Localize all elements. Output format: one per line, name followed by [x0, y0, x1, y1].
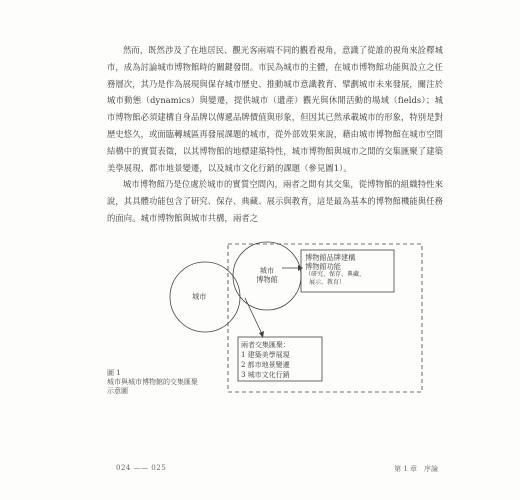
caption-line: 圖 1 — [107, 369, 121, 377]
intersect-box-text — [241, 340, 321, 380]
page-numbers: 024 —— 025 — [116, 464, 167, 472]
intersect-item: 1 建築美學展現 — [241, 351, 290, 359]
paragraph: 然而，既然涉及了在地居民、觀光客兩端不同的觀看視角，意識了從誰的視角來詮釋城市，成為討論城市博物館時的關鍵發問。市民為城市的主體，在城市博物館功能與設立之任務層次，其乃是作為展現與保存城市歷史、推動城市意識教育、擘劃城市未來發展，關注於城市動態（dynamics）與變遷，提供城市（遺產）觀光與休閒活動的場域（fields）；城市博物館必須建構自身品牌以傳遞品牌價值與形象，但因其已然承載城市的形象，特別是對歷史悠久，或面臨轉城區再發展課題的城市，從外部效果來說，藉由城市博物館在城市空間結構中的實質表徵，以其博物館的地標建築特性，城市博物館與城市之間的交集匯聚了建築美學展現、都市地景變遷，以及城市文化行銷的課題（參見圖1）。 — [107, 45, 443, 173]
brand-box-sub: 展示、教育） — [309, 279, 346, 286]
brand-box-title: 博物館功能 — [305, 262, 341, 271]
museum-label-line: 城市 — [259, 266, 275, 275]
arrow-line — [245, 298, 262, 334]
brand-box-sub: （研究、保存、典藏、 — [305, 271, 366, 278]
chapter-title: 第 1 章 序論 — [394, 465, 438, 473]
caption-line: 城市與城市博物館的交集匯聚 — [107, 378, 198, 386]
intersect-title: 兩者交集匯聚： — [241, 341, 290, 349]
figure-caption — [107, 369, 217, 396]
intersect-item: 3 城市文化行銷 — [241, 371, 290, 379]
intersect-item: 2 都市地景變遷 — [241, 361, 290, 369]
paragraph: 城市博物館乃是位處於城市的實質空間內，兩者之間有其交集，從博物館的組織特性來說，其具體功能包含了研究、保存、典藏、展示與教育，這是最為基本的博物館機能與任務的面向。城市博物館與城市共構，兩者之 — [107, 179, 443, 223]
museum-label-line: 博物館 — [256, 275, 278, 284]
caption-line: 示意圖 — [107, 387, 128, 395]
museum-label — [253, 266, 281, 284]
brand-box-text — [305, 253, 395, 287]
city-label: 城市 — [192, 292, 207, 301]
brand-box-title: 博物館品牌建構 — [305, 253, 356, 262]
